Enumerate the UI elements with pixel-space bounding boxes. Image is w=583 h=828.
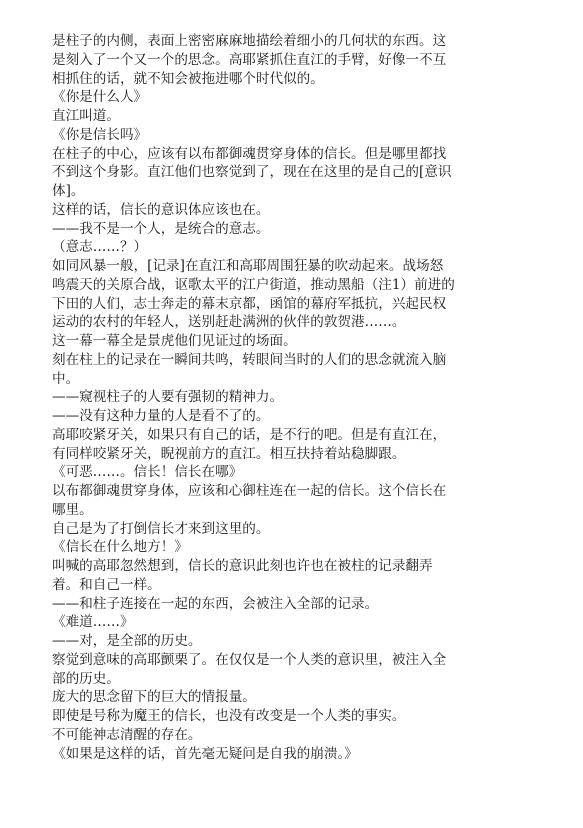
text-line-8: 不到这个身影。直江他们也察觉到了，现在在这里的是自己的[意识 bbox=[52, 164, 452, 181]
text-line-28: 《信长在什么地方！》 bbox=[52, 539, 188, 556]
text-line-10: 这样的话，信长的意识体应该也在。 bbox=[52, 201, 270, 218]
text-line-38: 不可能神志清醒的存在。 bbox=[52, 726, 202, 743]
text-line-32: 《难道……》 bbox=[52, 614, 134, 631]
text-line-15: 下田的人们，志士奔走的幕末京都，函馆的幕府军抵抗，兴起民权 bbox=[52, 295, 447, 312]
text-line-25: 以布都御魂贯穿身体，应该和心御柱连在一起的信长。这个信长在 bbox=[52, 483, 447, 499]
text-line-1: 是柱子的内侧，表面上密密麻麻地描绘着细小的几何状的东西。这 bbox=[52, 33, 447, 49]
text-line-5: 直江叫道。 bbox=[52, 108, 120, 124]
text-line-3: 相抓住的话，就不知会被拖进哪个时代似的。 bbox=[52, 70, 324, 87]
text-line-27: 自己是为了打倒信长才来到这里的。 bbox=[52, 520, 270, 537]
text-line-18: 刻在柱上的记录在一瞬间共鸣，转眼间当时的人们的思念就流入脑 bbox=[52, 351, 447, 368]
text-line-31: ——和柱子连接在一起的东西，会被注入全部的记录。 bbox=[52, 595, 379, 612]
text-line-39: 《如果是这样的话，首先毫无疑问是自我的崩溃。》 bbox=[52, 745, 358, 762]
text-line-13: 如同风暴一般，[记录]在直江和高耶周围狂暴的吹动起来。战场怒 bbox=[52, 258, 444, 274]
text-line-23: 有同样咬紧牙关，睨视前方的直江。相互扶持着站稳脚跟。 bbox=[52, 445, 406, 462]
text-line-14: 鸣震天的关原合战，讴歌太平的江户街道，推动黑船（注1）前进的 bbox=[52, 276, 455, 293]
text-line-29: 叫喊的高耶忽然想到，信长的意识此刻也许也在被柱的记录翻弄 bbox=[52, 558, 433, 574]
text-line-24: 《可恶……。信长！信长在哪》 bbox=[52, 464, 243, 481]
text-line-17: 这一幕一幕全是景虎他们见证过的场面。 bbox=[52, 333, 297, 349]
text-line-26: 哪里。 bbox=[52, 501, 93, 518]
text-line-35: 部的历史。 bbox=[52, 670, 120, 687]
text-line-2: 是刻入了一个又一个的思念。高耶紧抓住直江的手臂，好像一不互 bbox=[52, 51, 447, 68]
text-line-22: 高耶咬紧牙关，如果只有自己的话，是不行的吧。但是有直江在， bbox=[52, 426, 447, 443]
text-line-21: ——没有这种力量的人是看不了的。 bbox=[52, 408, 270, 424]
text-line-34: 察觉到意味的高耶颤栗了。在仅仅是一个人类的意识里，被注入全 bbox=[52, 651, 447, 668]
text-line-4: 《你是什么人》 bbox=[52, 89, 148, 106]
text-line-33: ——对，是全部的历史。 bbox=[52, 633, 202, 649]
text-line-19: 中。 bbox=[52, 370, 80, 387]
text-line-36: 庞大的思念留下的巨大的情报量。 bbox=[52, 689, 256, 706]
text-line-12: （意志……？） bbox=[52, 239, 148, 256]
text-line-30: 着。和自己一样。 bbox=[52, 576, 161, 593]
text-line-6: 《你是信长吗》 bbox=[52, 126, 148, 143]
text-line-9: 体]。 bbox=[52, 183, 85, 199]
text-line-11: ——我不是一个人，是统合的意志。 bbox=[52, 220, 270, 237]
text-line-16: 运动的农村的年轻人，送别赶赴满洲的伙伴的敦贺港……。 bbox=[52, 314, 406, 331]
text-line-7: 在柱子的中心，应该有以布都御魂贯穿身体的信长。但是哪里都找 bbox=[52, 145, 447, 162]
text-line-37: 即使是号称为魔王的信长，也没有改变是一个人类的事实。 bbox=[52, 708, 406, 724]
text-line-20: ——窥视柱子的人要有强韧的精神力。 bbox=[52, 389, 284, 406]
